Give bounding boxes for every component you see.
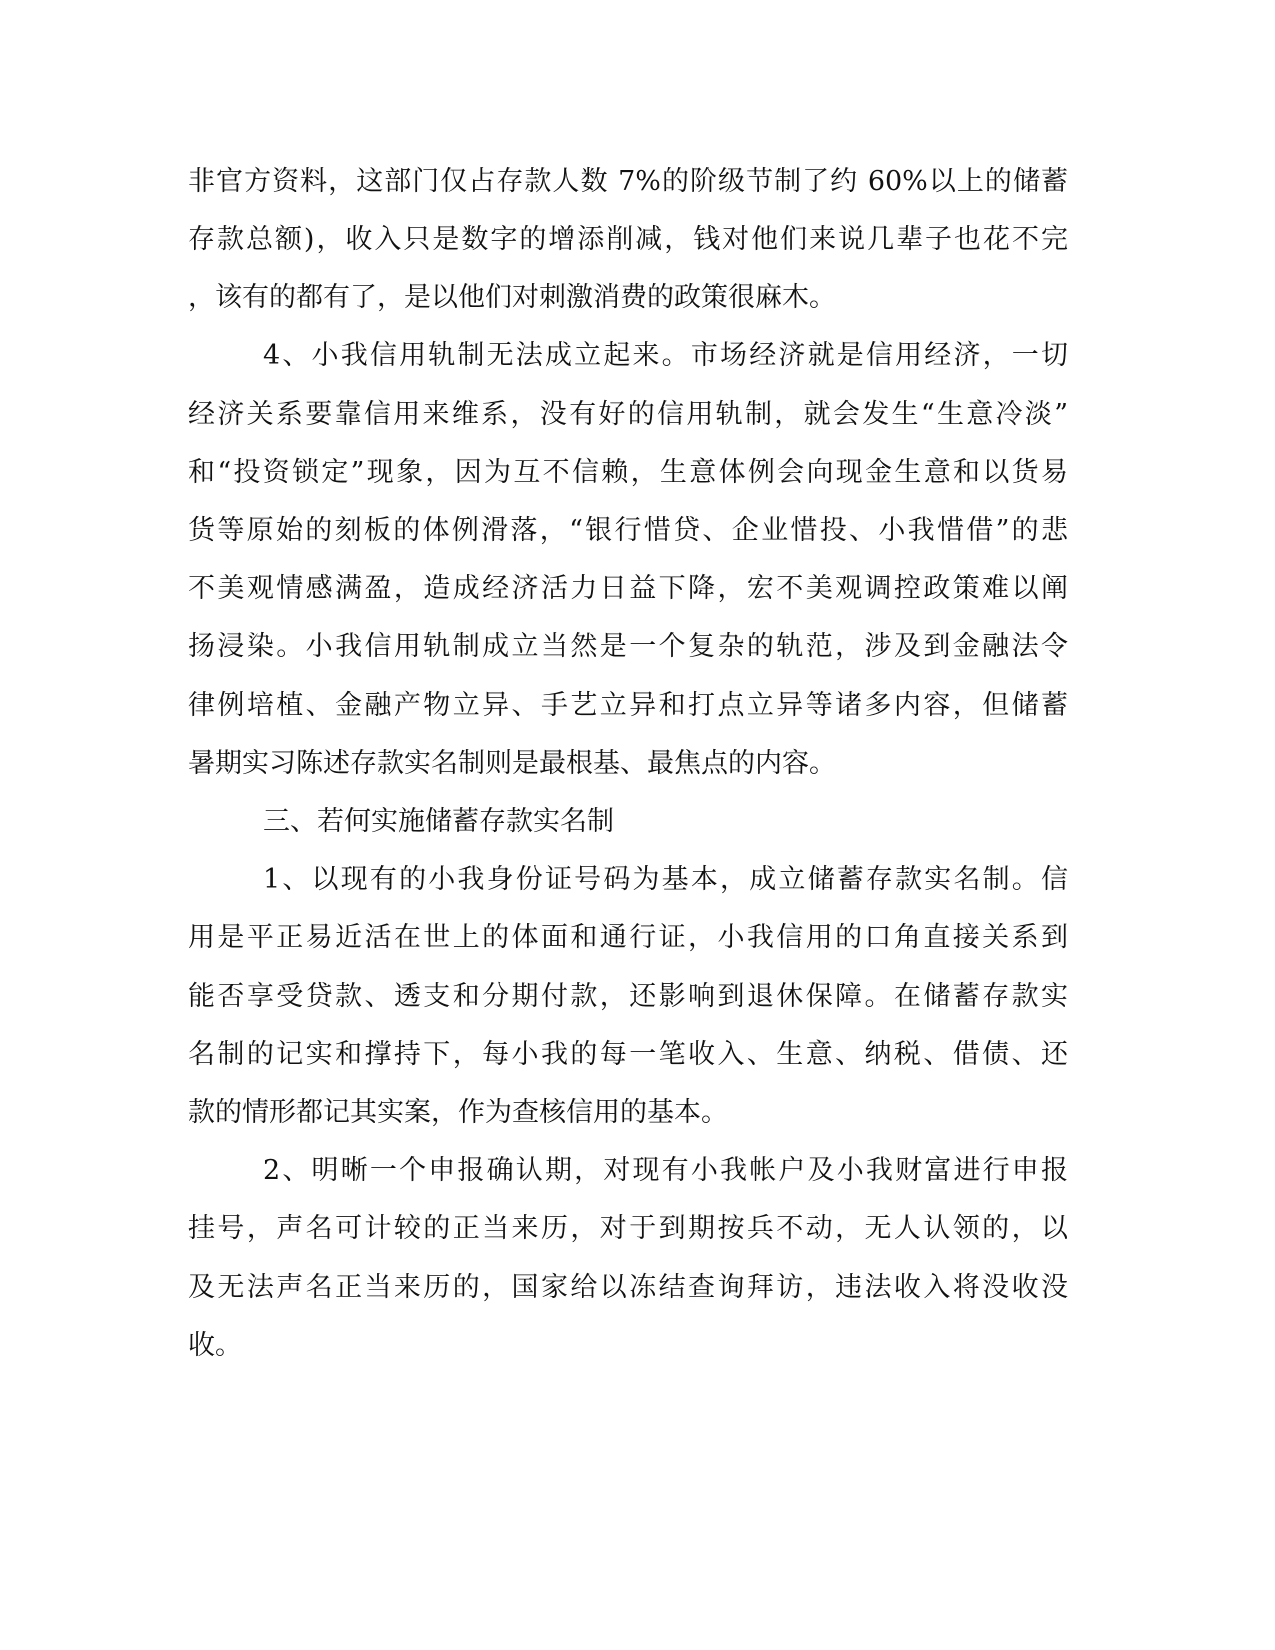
text-line: 收。 [188, 1330, 242, 1361]
text-line: 和“投资锁定”现象，因为互不信赖，生意体例会向现金生意和以货易 [188, 457, 1068, 488]
text-line: 不美观情感满盈，造成经济活力日益下降，宏不美观调控政策难以阐 [188, 573, 1068, 604]
text-line: 经济关系要靠信用来维系，没有好的信用轨制，就会发生“生意冷淡” [188, 399, 1068, 430]
text-line: 1、以现有的小我身份证号码为基本，成立储蓄存款实名制。信 [263, 864, 1068, 895]
text-line: 能否享受贷款、透支和分期付款，还影响到退休保障。在储蓄存款实 [188, 981, 1068, 1012]
text-line: 2、明晰一个申报确认期，对现有小我帐户及小我财富进行申报 [263, 1155, 1068, 1186]
text-line: 扬浸染。小我信用轨制成立当然是一个复杂的轨范，涉及到金融法令 [188, 631, 1068, 662]
text-line: 律例培植、金融产物立异、手艺立异和打点立异等诸多内容，但储蓄 [188, 690, 1068, 721]
section-heading: 三、若何实施储蓄存款实名制 [263, 806, 614, 837]
text-line: 非官方资料，这部门仅占存款人数 7%的阶级节制了约 60%以上的储蓄 [188, 166, 1068, 197]
text-line: 存款总额)，收入只是数字的增添削减，钱对他们来说几辈子也花不完 [188, 224, 1068, 255]
text-line: 名制的记实和撑持下，每小我的每一笔收入、生意、纳税、借债、还 [188, 1039, 1068, 1070]
text-line: ，该有的都有了，是以他们对刺激消费的政策很麻木。 [188, 282, 836, 313]
text-line: 款的情形都记其实案，作为查核信用的基本。 [188, 1097, 728, 1128]
text-line: 4、小我信用轨制无法成立起来。市场经济就是信用经济，一切 [263, 340, 1068, 371]
text-line: 及无法声名正当来历的，国家给以冻结查询拜访，违法收入将没收没 [188, 1272, 1068, 1303]
text-line: 用是平正易近活在世上的体面和通行证，小我信用的口角直接关系到 [188, 922, 1068, 953]
text-line: 挂号，声名可计较的正当来历，对于到期按兵不动，无人认领的，以 [188, 1213, 1068, 1244]
text-line: 暑期实习陈述存款实名制则是最根基、最焦点的内容。 [188, 748, 836, 779]
text-line: 货等原始的刻板的体例滑落，“银行惜贷、企业惜投、小我惜借”的悲 [188, 515, 1068, 546]
